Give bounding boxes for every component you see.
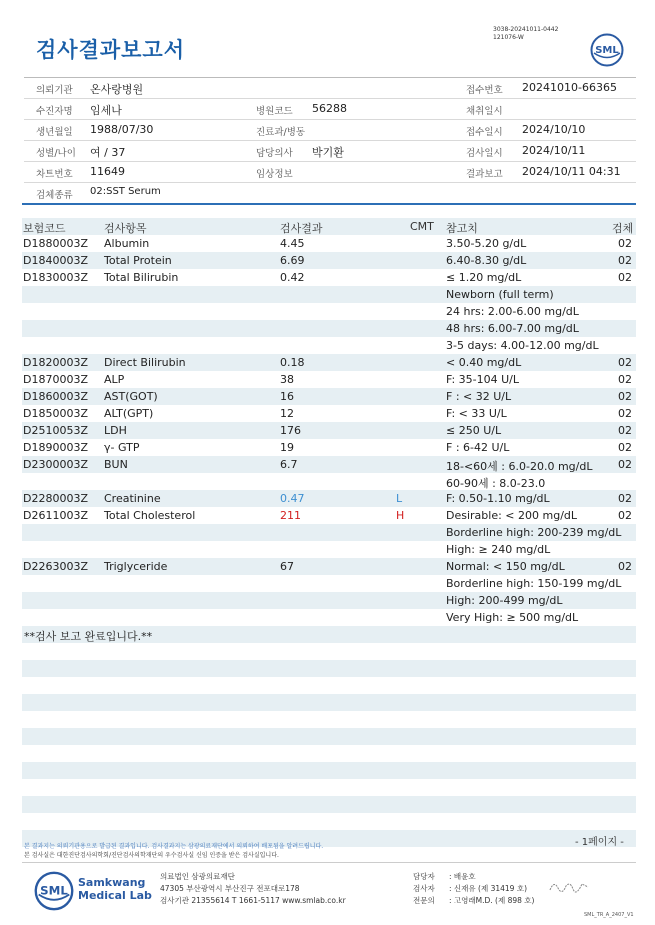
results-table (22, 218, 636, 847)
info-label: 생년월일 (36, 127, 73, 138)
result-specimen: 02 (618, 390, 632, 403)
result-specimen: 02 (618, 560, 632, 573)
result-row (22, 609, 636, 626)
info-label: 채취일시 (466, 106, 503, 117)
result-row (22, 439, 636, 456)
result-value: 4.45 (280, 237, 305, 250)
result-value: 0.18 (280, 356, 305, 369)
header-spec: 검체 (612, 222, 634, 235)
result-name: Creatinine (104, 492, 161, 505)
result-row (22, 592, 636, 609)
result-name: Triglyceride (104, 560, 168, 573)
svg-text:SML: SML (595, 45, 619, 56)
result-value: 6.69 (280, 254, 305, 267)
info-label: 담당의사 (256, 148, 293, 159)
result-reference: Borderline high: 150-199 mg/dL (446, 577, 622, 590)
document-id: 3038-20241011-0442 121076-W (493, 26, 559, 41)
result-row (22, 252, 636, 269)
header-name: 검사항목 (104, 222, 147, 235)
result-row (22, 337, 636, 354)
staff-list: 담당자 : 배윤호 검사자 : 신재유 (제 31419 호) 전문의 : 고영래M.D. (제 898 호) (413, 872, 535, 905)
result-code: D1820003Z (23, 356, 88, 369)
report-title: 검사결과보고서 (36, 38, 186, 62)
result-name: Direct Bilirubin (104, 356, 186, 369)
result-name: ALP (104, 373, 125, 386)
result-reference: F: 0.50-1.10 mg/dL (446, 492, 550, 505)
result-row (22, 507, 636, 524)
completion-row (22, 626, 636, 643)
info-label: 차트번호 (36, 169, 73, 180)
result-name: Total Protein (104, 254, 172, 267)
result-value: 211 (280, 509, 301, 522)
result-row (22, 269, 636, 286)
info-label: 수진자명 (36, 106, 73, 117)
result-code: D2263003Z (23, 560, 88, 573)
empty-row (22, 643, 636, 660)
empty-row (22, 779, 636, 796)
page-number: - 1페이지 - (575, 837, 624, 848)
result-row (22, 558, 636, 575)
section-divider (22, 203, 636, 205)
result-row (22, 371, 636, 388)
result-reference: 60-90세 : 8.0-23.0 (446, 477, 546, 490)
completion-note: **검사 보고 완료입니다.** (24, 630, 153, 643)
info-label: 진료과/병동 (256, 127, 306, 138)
result-row (22, 575, 636, 592)
header-ref: 참고치 (446, 222, 478, 235)
result-code: D1850003Z (23, 407, 88, 420)
info-label: 임상정보 (256, 169, 293, 180)
result-name: BUN (104, 458, 128, 471)
header-code: 보험코드 (23, 222, 66, 235)
svg-text:SML: SML (40, 883, 68, 898)
info-label: 결과보고 (466, 169, 503, 180)
result-row (22, 541, 636, 558)
result-code: D2510053Z (23, 424, 88, 437)
result-specimen: 02 (618, 441, 632, 454)
result-code: D1870003Z (23, 373, 88, 386)
info-value: 2024/10/10 (522, 123, 586, 136)
info-label: 병원코드 (256, 106, 293, 117)
empty-row (22, 796, 636, 813)
result-specimen: 02 (618, 356, 632, 369)
result-row (22, 320, 636, 337)
results-header (22, 218, 636, 235)
result-specimen: 02 (618, 407, 632, 420)
info-value: 20241010-66365 (522, 81, 617, 94)
info-value: 02:SST Serum (90, 186, 161, 197)
result-row (22, 388, 636, 405)
empty-row (22, 677, 636, 694)
result-value: 67 (280, 560, 294, 573)
info-label: 접수일시 (466, 127, 503, 138)
header-result: 검사결과 (280, 222, 323, 235)
sml-logo (590, 33, 624, 71)
result-name: γ- GTP (104, 441, 140, 454)
info-value: 임세나 (90, 104, 122, 117)
result-code: D2280003Z (23, 492, 88, 505)
footer-divider (22, 862, 636, 863)
empty-row (22, 813, 636, 830)
result-code: D1880003Z (23, 237, 88, 250)
sml-footer-logo (34, 871, 74, 915)
result-value: 0.47 (280, 492, 305, 505)
info-label: 접수번호 (466, 85, 503, 96)
info-value: 온사랑병원 (90, 83, 144, 96)
footer-notice: 본 결과지는 의뢰기관용으로 발급된 결과입니다. 검사결과지는 삼광의료재단에서 의뢰하여 배포됨을 알려드립니다. 본 검사실은 대한진단검사의학회/진단검사의학재단의 우수검사실 신임 인증을 받은 검사실입니다. (24, 843, 324, 859)
org-address: 의료법인 삼광의료재단 47305 부산광역시 부산진구 전포대로178 검사기관 21355614 T 1661-5117 www.smlab.co.kr (160, 872, 346, 905)
form-version: SML_TR_A_2407_V1 (584, 912, 634, 918)
result-reference: High: ≥ 240 mg/dL (446, 543, 551, 556)
result-specimen: 02 (618, 509, 632, 522)
result-specimen: 02 (618, 373, 632, 386)
result-specimen: 02 (618, 254, 632, 267)
empty-row (22, 745, 636, 762)
signature-image (548, 878, 590, 898)
result-code: D1830003Z (23, 271, 88, 284)
header-cmt: CMT (410, 220, 434, 233)
result-specimen: 02 (618, 237, 632, 250)
info-value: 11649 (90, 165, 125, 178)
result-code: D1860003Z (23, 390, 88, 403)
result-value: 12 (280, 407, 294, 420)
result-reference: < 0.40 mg/dL (446, 356, 522, 369)
result-reference: 18-<60세 : 6.0-20.0 mg/dL (446, 460, 593, 473)
result-name: ALT(GPT) (104, 407, 154, 420)
empty-row (22, 660, 636, 677)
result-value: 38 (280, 373, 294, 386)
result-name: Total Cholesterol (104, 509, 196, 522)
result-name: AST(GOT) (104, 390, 158, 403)
info-label: 검사일시 (466, 148, 503, 159)
result-reference: ≤ 1.20 mg/dL (446, 271, 522, 284)
info-value: 2024/10/11 (522, 144, 586, 157)
result-value: 16 (280, 390, 294, 403)
info-value: 박기환 (312, 146, 344, 159)
result-row (22, 456, 636, 473)
result-row (22, 524, 636, 541)
result-row (22, 422, 636, 439)
info-label: 검체종류 (36, 190, 73, 201)
result-row (22, 303, 636, 320)
info-label: 의뢰기관 (36, 85, 73, 96)
result-reference: Newborn (full term) (446, 288, 554, 301)
info-value: 2024/10/11 04:31 (522, 165, 621, 178)
empty-row (22, 728, 636, 745)
result-reference: F : < 32 U/L (446, 390, 512, 403)
result-reference: Desirable: < 200 mg/dL (446, 509, 578, 522)
empty-row (22, 711, 636, 728)
brand-name: Samkwang Medical Lab (78, 876, 152, 902)
result-reference: F: < 33 U/L (446, 407, 507, 420)
result-row (22, 235, 636, 252)
result-name: Albumin (104, 237, 150, 250)
result-code: D1840003Z (23, 254, 88, 267)
result-value: 176 (280, 424, 301, 437)
result-value: 19 (280, 441, 294, 454)
result-flag: H (396, 509, 405, 522)
empty-row (22, 762, 636, 779)
result-name: Total Bilirubin (104, 271, 179, 284)
result-reference: F: 35-104 U/L (446, 373, 520, 386)
empty-row (22, 694, 636, 711)
result-reference: High: 200-499 mg/dL (446, 594, 563, 607)
result-specimen: 02 (618, 458, 632, 471)
result-reference: ≤ 250 U/L (446, 424, 502, 437)
result-code: D1890003Z (23, 441, 88, 454)
result-reference: 6.40-8.30 g/dL (446, 254, 527, 267)
info-value: 여 / 37 (90, 146, 126, 159)
result-reference: 3.50-5.20 g/dL (446, 237, 527, 250)
result-reference: F : 6-42 U/L (446, 441, 510, 454)
result-name: LDH (104, 424, 127, 437)
result-row (22, 405, 636, 422)
result-row (22, 473, 636, 490)
result-specimen: 02 (618, 492, 632, 505)
result-reference: 48 hrs: 6.00-7.00 mg/dL (446, 322, 579, 335)
result-specimen: 02 (618, 424, 632, 437)
info-value: 56288 (312, 102, 347, 115)
result-reference: 3-5 days: 4.00-12.00 mg/dL (446, 339, 599, 352)
info-label: 성별/나이 (36, 148, 76, 159)
result-value: 0.42 (280, 271, 305, 284)
result-value: 6.7 (280, 458, 298, 471)
result-reference: Very High: ≥ 500 mg/dL (446, 611, 579, 624)
result-row (22, 286, 636, 303)
result-specimen: 02 (618, 271, 632, 284)
result-reference: Borderline high: 200-239 mg/dL (446, 526, 622, 539)
info-value: 1988/07/30 (90, 123, 154, 136)
result-reference: Normal: < 150 mg/dL (446, 560, 565, 573)
result-reference: 24 hrs: 2.00-6.00 mg/dL (446, 305, 579, 318)
result-row (22, 354, 636, 371)
result-row (22, 490, 636, 507)
result-code: D2611003Z (23, 509, 88, 522)
result-flag: L (396, 492, 403, 505)
result-code: D2300003Z (23, 458, 88, 471)
patient-info-table (24, 77, 636, 204)
